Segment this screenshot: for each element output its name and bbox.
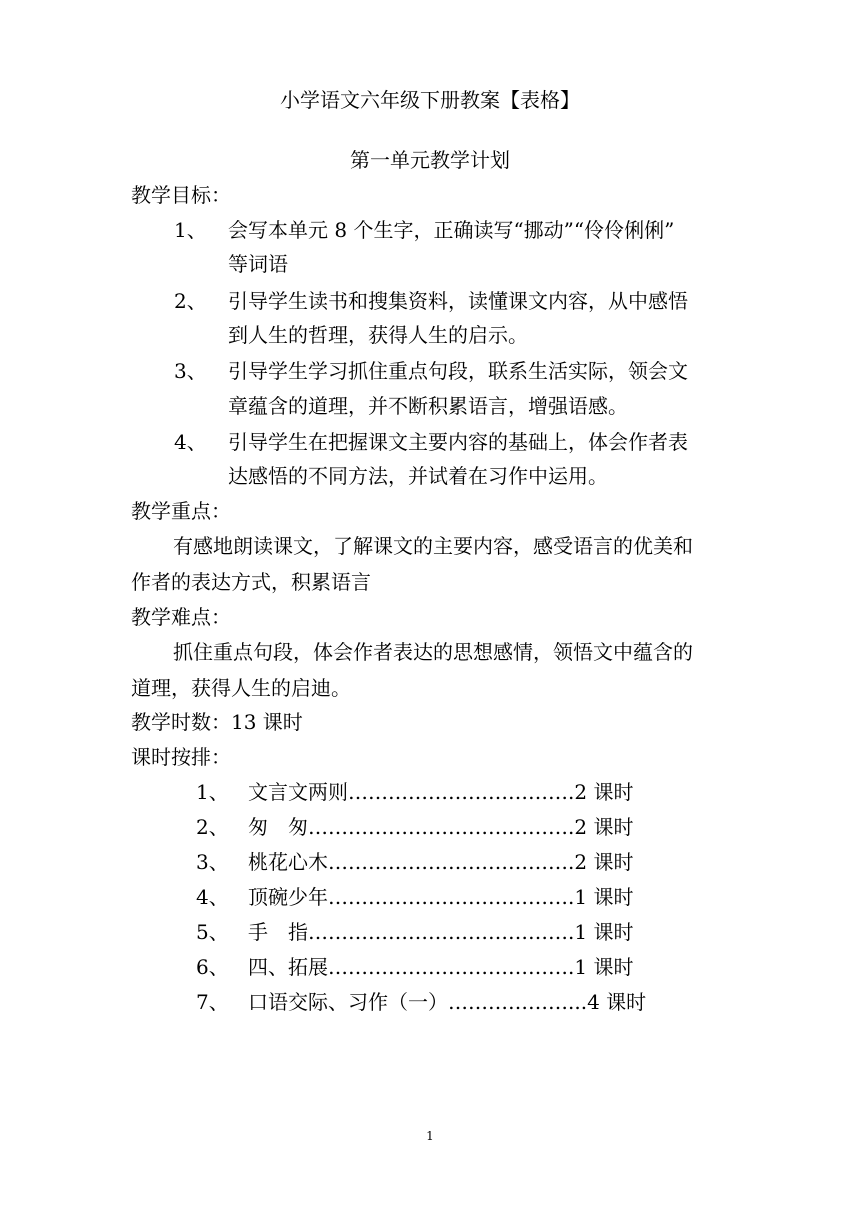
objective-text: 引导学生读书和搜集资料，读懂课文内容，从中感悟	[228, 289, 688, 313]
objectives-heading: 教学目标：	[131, 183, 231, 207]
schedule-text: 手 指………………………………….1 课时	[248, 920, 634, 944]
schedule-text: 四、拓展……………………………….1 课时	[248, 955, 634, 979]
objective-number: 3、	[174, 359, 207, 383]
objective-text-cont: 达感悟的不同方法，并试着在习作中运用。	[228, 464, 608, 488]
objective-text: 会写本单元 8 个生字，正确读写“挪动”“伶伶俐俐”	[228, 218, 675, 242]
schedule-heading: 课时按排：	[131, 745, 231, 769]
objective-number: 4、	[174, 430, 207, 454]
schedule-text: 匆 匆………………………………….2 课时	[248, 815, 634, 839]
schedule-text: 文言文两则…………………………….2 课时	[248, 780, 634, 804]
schedule-number: 3、	[196, 850, 229, 874]
key-points-heading: 教学重点：	[131, 499, 231, 523]
objective-text-cont: 章蕴含的道理，并不断积累语言，增强语感。	[228, 394, 628, 418]
key-points-text: 有感地朗读课文，了解课文的主要内容，感受语言的优美和	[173, 534, 693, 558]
page-number: 1	[426, 1129, 434, 1143]
schedule-number: 7、	[196, 990, 229, 1014]
difficulties-heading: 教学难点：	[131, 605, 231, 629]
schedule-number: 5、	[196, 920, 229, 944]
objective-text-cont: 到人生的哲理，获得人生的启示。	[228, 323, 528, 347]
difficulties-text: 抓住重点句段，体会作者表达的思想感情，领悟文中蕴含的	[173, 640, 693, 664]
objective-text-cont: 等词语	[228, 252, 288, 276]
document-subtitle: 第一单元教学计划	[350, 148, 510, 172]
schedule-number: 1、	[196, 780, 229, 804]
teaching-hours: 教学时数：13 课时	[131, 710, 303, 734]
schedule-number: 6、	[196, 955, 229, 979]
schedule-text: 顶碗少年……………………………….1 课时	[248, 885, 634, 909]
key-points-text-cont: 作者的表达方式，积累语言	[131, 570, 371, 594]
schedule-text: 口语交际、习作（一）………………...4 课时	[248, 990, 647, 1014]
difficulties-text-cont: 道理，获得人生的启迪。	[131, 676, 351, 700]
schedule-number: 2、	[196, 815, 229, 839]
schedule-text: 桃花心木……………………………….2 课时	[248, 850, 634, 874]
objective-text: 引导学生学习抓住重点句段，联系生活实际，领会文	[228, 359, 688, 383]
objective-number: 2、	[174, 289, 207, 313]
document-title: 小学语文六年级下册教案【表格】	[280, 88, 580, 112]
schedule-number: 4、	[196, 885, 229, 909]
objective-number: 1、	[174, 218, 207, 242]
objective-text: 引导学生在把握课文主要内容的基础上，体会作者表	[228, 430, 688, 454]
